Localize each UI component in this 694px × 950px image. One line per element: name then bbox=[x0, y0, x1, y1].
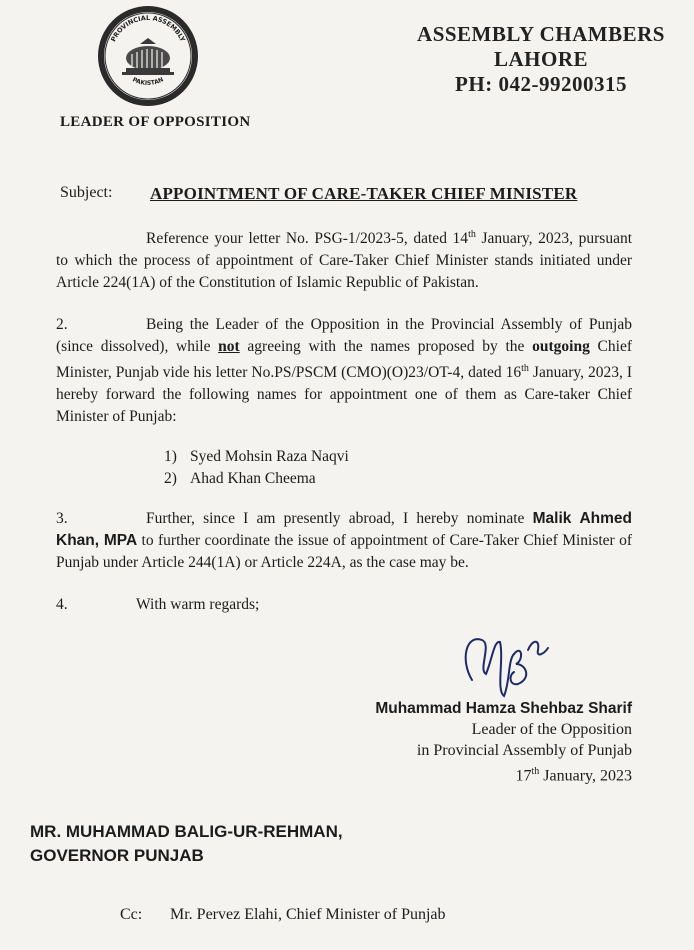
assembly-seal-icon bbox=[96, 4, 200, 108]
list-item-name: Ahad Khan Cheema bbox=[190, 470, 316, 487]
date-rest: January, 2023 bbox=[539, 767, 632, 785]
paragraph-1-sup: th bbox=[468, 229, 476, 240]
paragraph-1 bbox=[56, 224, 632, 294]
paragraph-2-b: agreeing with the names proposed by the bbox=[239, 338, 533, 355]
paragraph-3 bbox=[56, 508, 632, 574]
list-item bbox=[164, 468, 349, 490]
letter-date bbox=[375, 761, 632, 786]
addressee-line-2: GOVERNOR PUNJAB bbox=[30, 846, 204, 865]
paragraph-2-a: Being the Leader of the Opposition in the Provincial Assembly of Punjab (since dissolved), while bbox=[56, 316, 632, 355]
paragraph-2 bbox=[56, 314, 632, 428]
paragraph-2-not: not bbox=[218, 338, 240, 355]
office-address bbox=[396, 22, 686, 97]
subject-text: APPOINTMENT OF CARE-TAKER CHIEF MINISTER bbox=[150, 184, 578, 203]
office-line-2: LAHORE bbox=[493, 47, 588, 71]
paragraph-2-d: January, 2023, I hereby forward the following names for appointment one of them as Care-taker Chief Minister of Punjab: bbox=[56, 364, 632, 426]
addressee bbox=[30, 820, 343, 868]
paragraph-3-b: to further coordinate the issue of appointment of Care-Taker Chief Minister of Punjab under Article 244(1A) or Article 224A, as the case may be. bbox=[56, 532, 633, 571]
subject-label: Subject: bbox=[60, 184, 113, 201]
paragraph-2-number: 2. bbox=[56, 316, 68, 333]
paragraph-3-a: Further, since I am presently abroad, I hereby nominate bbox=[146, 510, 533, 527]
svg-text:PAKISTAN: PAKISTAN bbox=[131, 76, 165, 87]
paragraph-1-b: January, 2023, pursuant to which the process of appointment of Care-Taker Chief Minister stands initiated under Article 224(1A) of the Constitution of Islamic Republic of Pakistan. bbox=[56, 230, 633, 292]
cc-line bbox=[120, 906, 446, 924]
paragraph-2-c: Chief Minister, Punjab vide his letter No.PS/PSCM (CMO)(O)23/OT-4, dated 16 bbox=[56, 338, 632, 382]
handwritten-signature bbox=[452, 620, 562, 710]
addressee-line-1: MR. MUHAMMAD BALIG-UR-REHMAN, bbox=[30, 822, 343, 841]
cc-text: Mr. Pervez Elahi, Chief Minister of Punjab bbox=[170, 906, 446, 923]
paragraph-2-outgoing: outgoing bbox=[532, 338, 590, 355]
signatory-title-2: in Provincial Assembly of Punjab bbox=[416, 742, 632, 759]
list-item-name: Syed Mohsin Raza Naqvi bbox=[190, 448, 349, 465]
signature-block bbox=[375, 698, 632, 786]
cc-label: Cc: bbox=[120, 906, 143, 923]
leader-title: LEADER OF OPPOSITION bbox=[60, 114, 251, 130]
paragraph-3-nominee: Malik Ahmed Khan, MPA bbox=[56, 510, 633, 549]
names-list bbox=[164, 446, 349, 490]
signatory-name: Muhammad Hamza Shehbaz Sharif bbox=[375, 700, 632, 717]
date-sup: th bbox=[531, 766, 540, 777]
list-item-number: 1) bbox=[164, 448, 177, 465]
paragraph-4-text: With warm regards; bbox=[136, 596, 260, 613]
paragraph-3-number: 3. bbox=[56, 510, 68, 527]
list-item-number: 2) bbox=[164, 470, 177, 487]
svg-text:PROVINCIAL ASSEMBLY: PROVINCIAL ASSEMBLY bbox=[109, 13, 187, 44]
list-item bbox=[164, 446, 349, 468]
office-line-1: ASSEMBLY CHAMBERS bbox=[417, 22, 665, 46]
paragraph-1-a: Reference your letter No. PSG-1/2023-5, dated 14 bbox=[146, 230, 469, 248]
paragraph-2-sup: th bbox=[521, 363, 529, 374]
office-phone: PH: 042-99200315 bbox=[455, 72, 627, 96]
paragraph-4-number: 4. bbox=[56, 596, 68, 613]
paragraph-4 bbox=[56, 594, 632, 616]
signatory-title-1: Leader of the Opposition bbox=[471, 721, 632, 738]
date-day: 17 bbox=[515, 767, 532, 785]
